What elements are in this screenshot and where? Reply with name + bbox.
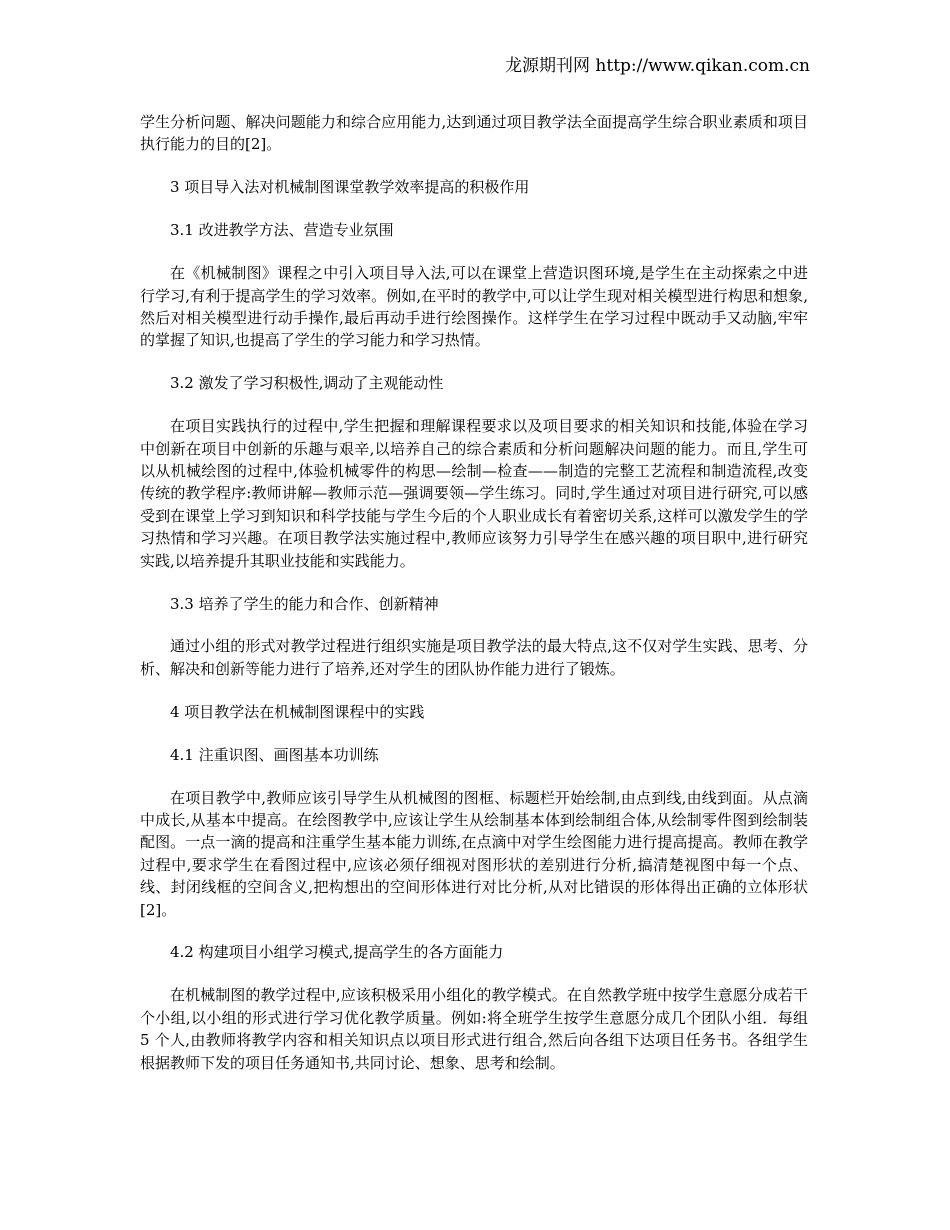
subsection-heading-3-2: 3.2 激发了学习积极性,调动了主观能动性 <box>170 374 444 393</box>
section-heading-4: 4 项目教学法在机械制图课程中的实践 <box>170 702 425 721</box>
article-body <box>140 111 808 1095</box>
paragraph-4-2: 在机械制图的教学过程中,应该积极采用小组化的教学模式。在自然教学班中按学生意愿分成若干个小组,以小组的形式进行学习优化教学质量。例如:将全班学生按学生意愿分成几个团队小组．每组 5 个人,由教师将教学内容和相关知识点以项目形式进行组合,然后向各组下达项目任务书。各组学生根据教师下发的项目任务通知书,共同讨论、想象、思考和绘制。 <box>140 986 808 1072</box>
subsection-heading-3-3: 3.3 培养了学生的能力和合作、创新精神 <box>170 594 439 613</box>
paragraph-3-1: 在《机械制图》课程之中引入项目导入法,可以在课堂上营造识图环境,是学生在主动探索之中进行学习,有利于提高学生的学习效率。例如,在平时的教学中,可以让学生现对相关模型进行构思和想象,然后对相关模型进行动手操作,最后再动手进行绘图操作。这样学生在学习过程中既动手又动脑,牢牢的掌握了知识,也提高了学生的学习能力和学习热情。 <box>140 264 808 350</box>
paragraph-continuation: 学生分析问题、解决问题能力和综合应用能力,达到通过项目教学法全面提高学生综合职业素质和项目执行能力的目的[2]。 <box>140 113 808 154</box>
paragraph-4-1: 在项目教学中,教师应该引导学生从机械图的图框、标题栏开始绘制,由点到线,由线到面。从点滴中成长,从基本中提高。在绘图教学中,应该让学生从绘制基本体到绘制组合体,从绘制零件图到绘制装配图。一点一滴的提高和注重学生基本能力训练,在点滴中对学生绘图能力进行提高提高。教师在教学过程中,要求学生在看图过程中,应该必须仔细视对图形状的差别进行分析,搞清楚视图中每一个点、线、封闭线框的空间含义,把构想出的空间形体进行对比分析,从对比错误的形体得出正确的立体形状[2]。 <box>140 788 808 919</box>
subsection-heading-4-2: 4.2 构建项目小组学习模式,提高学生的各方面能力 <box>170 943 504 962</box>
section-heading-3: 3 项目导入法对机械制图课堂教学效率提高的积极作用 <box>170 178 530 197</box>
subsection-heading-4-1: 4.1 注重识图、画图基本功训练 <box>170 745 379 764</box>
subsection-heading-3-1: 3.1 改进教学方法、营造专业氛围 <box>170 221 394 240</box>
source-header: 龙源期刊网 http://www.qikan.com.cn <box>505 56 810 76</box>
paragraph-3-3: 通过小组的形式对教学过程进行组织实施是项目教学法的最大特点,这不仅对学生实践、思考、分析、解决和创新等能力进行了培养,还对学生的团队协作能力进行了锻炼。 <box>140 637 808 678</box>
paragraph-3-2: 在项目实践执行的过程中,学生把握和理解课程要求以及项目要求的相关知识和技能,体验在学习中创新在项目中创新的乐趣与艰辛,以培养自己的综合素质和分析问题解决问题的能力。而且,学生可以从机械绘图的过程中,体验机械零件的构思—绘制—检查——制造的完整工艺流程和制造流程,改变传统的教学程序:教师讲解—教师示范—强调要领—学生练习。同时,学生通过对项目进行研究,可以感受到在课堂上学习到知识和科学技能与学生今后的个人职业成长有着密切关系,这样可以激发学生的学习热情和学习兴趣。在项目教学法实施过程中,教师应该努力引导学生在感兴趣的项目职中,进行研究实践,以培养提升其职业技能和实践能力。 <box>140 417 808 570</box>
